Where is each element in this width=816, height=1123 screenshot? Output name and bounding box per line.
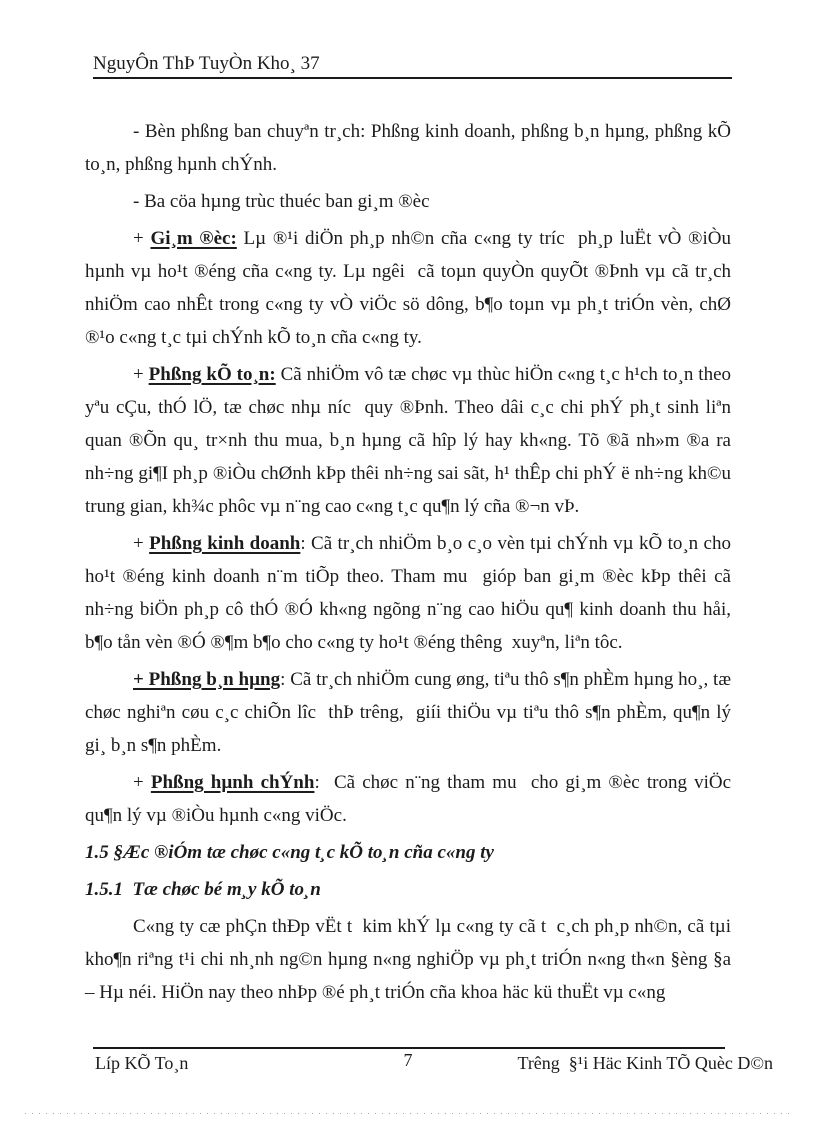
run-bold-underline: Phßng kÕ to¸n: <box>148 364 276 385</box>
footer-rule <box>93 1047 725 1049</box>
page-boundary-dotted-line <box>25 1113 791 1114</box>
run-text: : Cã chøc n¨ng tham mu cho gi¸m ®èc trong viÖc qu¶n lý vµ ®iÒu hµnh c«ng viÖc. <box>85 772 732 826</box>
document-body <box>85 115 731 1013</box>
paragraph <box>85 115 731 181</box>
run-bold-underline: + Phßng b¸n hµng <box>133 669 281 690</box>
run-text: : Cã tr¸ch nhiÖm cung øng, tiªu thô s¶n phÈm hµng ho¸, tæ chøc nghiªn cøu c¸c chiÕn lîc thÞ trêng, giíi thiÖu vµ tiªu thô s¶n phÈm, qu¶n lý gi¸ b¸n s¶n phÈm. <box>85 669 731 756</box>
section-heading <box>85 836 731 869</box>
run-text: Lµ ®¹i diÖn ph¸p nh©n cña c«ng ty tríc ph¸p luËt vÒ ®iÒu hµnh vµ ho¹t ®éng cña c«ng ty. Lµ ngêi cã toµn quyÒn quyÕt ®Þnh vµ cã tr¸ch nhiÖm cao nhÊt trong c«ng ty vÒ viÖc sö dông, b¶o toµn vµ ph¸t triÓn vèn, chØ ®¹o c«ng t¸c tµi chÝnh kÕ to¸n cña c«ng ty. <box>85 228 731 348</box>
run-text: + <box>133 228 151 249</box>
run-bold-underline: Phßng hµnh chÝnh <box>150 772 315 793</box>
header-author-text: NguyÔn ThÞ TuyÒn Kho¸ 37 <box>93 53 320 74</box>
paragraph <box>85 527 731 659</box>
page-header <box>93 52 732 79</box>
run-bold-underline: Phßng kinh doanh <box>149 533 301 554</box>
run-text: + <box>133 364 149 385</box>
paragraph <box>85 222 731 354</box>
run-text: C«ng ty cæ phÇn thÐp vËt t kim khÝ lµ c«ng ty cã t c¸ch ph¸p nh©n, cã tµi kho¶n riªng t¹i chi nh¸nh ng©n hµng n«ng nghiÖp vµ ph¸t triÓn n«ng th«n §èng §a – Hµ néi. HiÖn nay theo nhÞp ®é ph¸t triÓn cña khoa häc kü thuËt vµ c«ng <box>85 916 731 1003</box>
run-text: 1.5.1 Tæ chøc bé m¸y kÕ to¸n <box>85 879 321 900</box>
paragraph <box>85 910 731 1009</box>
run-text: + <box>133 772 151 793</box>
paragraph <box>85 358 731 523</box>
run-bold-underline: Gi¸m ®èc: <box>150 228 237 249</box>
footer-class-label: Líp KÕ To¸n <box>95 1053 189 1073</box>
paragraph <box>85 185 731 218</box>
run-text: - Bèn phßng ban chuyªn tr¸ch: Phßng kinh doanh, phßng b¸n hµng, phßng kÕ to¸n, phßng hµnh chÝnh. <box>85 121 731 175</box>
run-text: 1.5 §Æc ®iÓm tæ chøc c«ng t¸c kÕ to¸n cña c«ng ty <box>85 842 494 863</box>
run-text: - Ba cöa hµng trùc thuéc ban gi¸m ®èc <box>133 191 430 212</box>
run-text: + <box>133 533 150 554</box>
footer-school-label: Trêng §¹i Häc Kinh TÕ Quèc D©n <box>517 1053 773 1073</box>
page-number: 7 <box>403 1050 413 1070</box>
run-text: Cã nhiÖm vô tæ chøc vµ thùc hiÖn c«ng t¸c h¹ch to¸n theo yªu cÇu, thÓ lÖ, tæ chøc nhµ níc quy ®Þnh. Theo dâi c¸c chi phÝ ph¸t sinh liªn quan ®Õn qu¸ tr×nh thu mua, b¸n hµng cã hîp lý hay kh«ng. Tõ ®ã nh»m ®a ra nh÷ng gi¶I ph¸p ®iÒu chØnh kÞp thêi nh÷ng sai sãt, h¹ thÊp chi phÝ ë nh÷ng kh©u trung gian, kh¾c phôc vµ n¨ng cao c«ng t¸c qu¶n lý cña ®¬n vÞ. <box>85 364 732 517</box>
section-heading <box>85 873 731 906</box>
paragraph <box>85 766 731 832</box>
paragraph <box>85 663 731 762</box>
run-text: : Cã tr¸ch nhiÖm b¸o c¸o vèn tµi chÝnh vµ kÕ to¸n cho ho¹t ®éng kinh doanh n¨m tiÕp theo. Tham mu gióp ban gi¸m ®èc kÞp thêi cã nh÷ng biÖn ph¸p cô thÓ ®Ó kh«ng ngõng n¨ng cao hiÖu qu¶ kinh doanh thu håi, b¶o tån vèn ®Ó ®¶m b¶o cho c«ng ty ho¹t ®éng thêng xuyªn, liªn tôc. <box>85 533 731 653</box>
